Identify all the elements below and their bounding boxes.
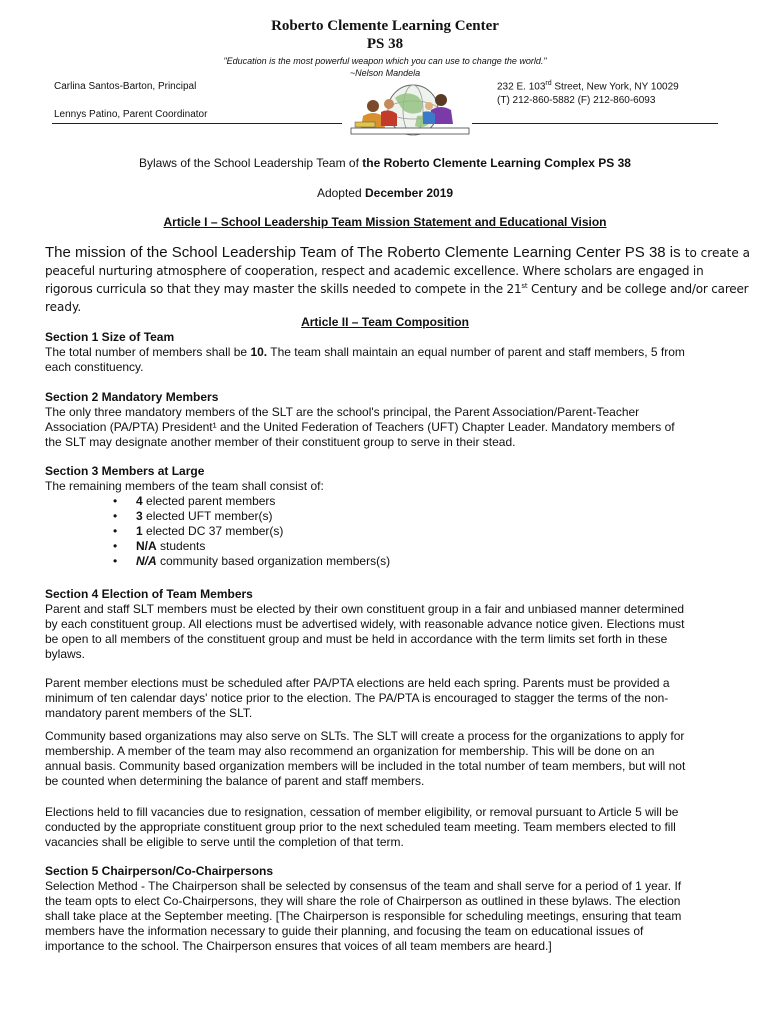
paragraph-line: membership. A member of the team may also recommend an organization for membership. This will be done on an bbox=[45, 744, 655, 758]
section-2-line-2: Association (PA/PTA) President¹ and the United Federation of Teachers (UFT) Chapter Leader. Mandatory members of bbox=[45, 420, 675, 434]
paragraph-line: mandatory parent members of the SLT. bbox=[45, 706, 253, 720]
section-4-heading: Section 4 Election of Team Members bbox=[45, 587, 253, 601]
paragraph-line: Selection Method - The Chairperson shall be selected by consensus of the team and shall serve for a period of 1 year. If bbox=[45, 879, 682, 893]
section-2-line-3: the SLT may designate another member of their constituent group to serve in their stead. bbox=[45, 435, 516, 449]
section-4-paragraph-3 bbox=[45, 729, 723, 789]
paragraph-line: Elections held to fill vacancies due to resignation, cessation of member eligibility, or removal pursuant to Article 5 will be bbox=[45, 805, 679, 819]
mission-line-1: The mission of the School Leadership Team of The Roberto Clemente Learning Center PS 38 is to create a bbox=[45, 244, 750, 261]
paragraph-line: shall take place at the September meeting. [The Chairperson is responsible for scheduling meetings, ensuring that team bbox=[45, 909, 682, 923]
mission-line-4: ready. bbox=[45, 300, 82, 314]
section-1-text-line-2: each constituency. bbox=[45, 360, 144, 374]
section-3-heading: Section 3 Members at Large bbox=[45, 464, 205, 478]
quote-author: ~Nelson Mandela bbox=[349, 68, 421, 78]
section-2-line-1: The only three mandatory members of the SLT are the school's principal, the Parent Association/Parent-Teacher bbox=[45, 405, 640, 419]
paragraph-line: bylaws. bbox=[45, 647, 86, 661]
bullet-icon: • bbox=[113, 509, 118, 523]
bylaws-title: Bylaws of the School Leadership Team of the Roberto Clemente Learning Complex PS 38 bbox=[139, 156, 631, 170]
parent-coordinator: Lennys Patino, Parent Coordinator bbox=[54, 109, 208, 120]
section-4-paragraph-4 bbox=[45, 805, 723, 850]
paragraph-line: minimum of ten calendar days' notice prior to the election. The PA/PTA is encouraged to stagger the terms of the non- bbox=[45, 691, 669, 705]
header-rule-right bbox=[472, 123, 718, 124]
section-4-paragraph-2 bbox=[45, 676, 723, 721]
members-list bbox=[113, 494, 391, 569]
paragraph-line: members have the information necessary to guide their planning, and focusing the team on educational issues of bbox=[45, 924, 644, 938]
section-4-paragraph-1 bbox=[45, 602, 723, 662]
section-5-heading: Section 5 Chairperson/Co-Chairpersons bbox=[45, 864, 274, 878]
address: 232 E. 103rd Street, New York, NY 10029 bbox=[497, 80, 679, 93]
quote: "Education is the most powerful weapon which you can use to change the world." bbox=[223, 56, 547, 66]
paragraph-line: vacancies shall be eligible to serve until the completion of that term. bbox=[45, 835, 404, 849]
bullet-icon: • bbox=[113, 539, 118, 553]
section-2-heading: Section 2 Mandatory Members bbox=[45, 390, 219, 404]
section-1-heading: Section 1 Size of Team bbox=[45, 330, 175, 344]
member-item: • 3 elected UFT member(s) bbox=[113, 509, 273, 523]
article-2-title: Article II – Team Composition bbox=[301, 315, 469, 329]
adopted-date: Adopted December 2019 bbox=[316, 186, 454, 200]
member-item: • N/A community based organization members(s) bbox=[113, 554, 391, 568]
school-logo bbox=[345, 76, 475, 138]
mission-line-2: peaceful nurturing atmosphere of cooperation, respect and academic excellence. Where scholars are engaged in bbox=[45, 264, 704, 278]
mission-line-3: rigorous curricula so that they may master the skills needed to compete in the 21st Century and be college and/or career bbox=[45, 282, 749, 296]
section-3-intro: The remaining members of the team shall consist of: bbox=[45, 479, 324, 493]
paragraph-line: Parent member elections must be scheduled after PA/PTA elections are held each spring. Parents must be provided a bbox=[45, 676, 670, 690]
phone: (T) 212-860-5882 (F) 212-860-6093 bbox=[497, 95, 656, 106]
principal-name: Carlina Santos-Barton, Principal bbox=[54, 81, 197, 92]
school-name: Roberto Clemente Learning Center bbox=[271, 18, 499, 34]
paragraph-line: be counted when determining the balance of parent and staff members. bbox=[45, 774, 425, 788]
paragraph-line: Parent and staff SLT members must be elected by their own constituent group in a fair and unbiased manner determined bbox=[45, 602, 685, 616]
bullet-icon: • bbox=[113, 524, 118, 538]
paragraph-line: annual basis. Community based organization members will be included in the total number of team members, but will not bbox=[45, 759, 686, 773]
header-rule-left bbox=[52, 123, 342, 124]
section-5-paragraph-1 bbox=[45, 879, 723, 954]
article-1-title: Article I – School Leadership Team Mission Statement and Educational Vision bbox=[163, 215, 607, 229]
paragraph-line: the team opts to elect Co-Chairpersons, they will share the role of Chairperson as outlined in these bylaws. The election bbox=[45, 894, 681, 908]
paragraph-line: be open to all members of the constituent group and must be held in accordance with the term limits set forth in these bbox=[45, 632, 668, 646]
bullet-icon: • bbox=[113, 494, 118, 508]
bullet-icon: • bbox=[113, 554, 118, 568]
member-item: • 1 elected DC 37 member(s) bbox=[113, 524, 284, 538]
paragraph-line: conducted by the appropriate constituent group prior to the next scheduled team meeting. Team members elected to fill bbox=[45, 820, 676, 834]
member-item: • N/A students bbox=[113, 539, 206, 553]
school-code: PS 38 bbox=[366, 36, 404, 52]
section-1-text: The total number of members shall be 10. The team shall maintain an equal number of parent and staff members, 5 from bbox=[45, 345, 685, 359]
paragraph-line: by each constituent group. All elections must be advertised widely, with reasonable advance notice given. Elections must bbox=[45, 617, 685, 631]
paragraph-line: Community based organizations may also serve on SLTs. The SLT will create a process for the organizations to apply for bbox=[45, 729, 685, 743]
paragraph-line: importance to the school. The Chairperson ensures that voices of all team members are heard.] bbox=[45, 939, 552, 953]
member-item: • 4 elected parent members bbox=[113, 494, 276, 508]
